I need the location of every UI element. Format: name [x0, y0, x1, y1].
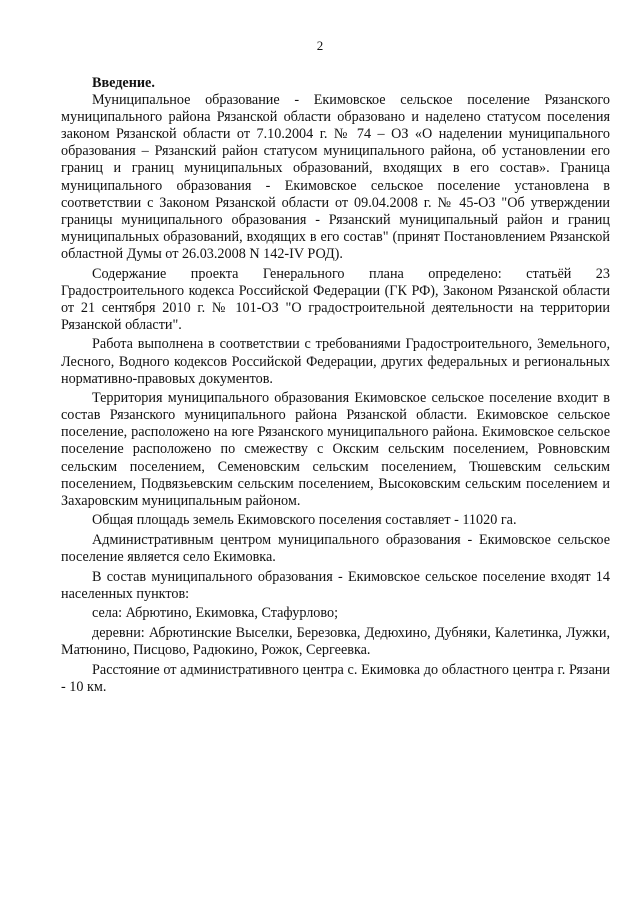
paragraph-villages-selo: села: Абрютино, Екимовка, Стафурлово; — [92, 605, 339, 622]
paragraph-distance: Расстояние от административного центра с. Екимовка до областного центра г. Рязани - 10 км. — [61, 661, 610, 695]
paragraph-work-compliance: Работа выполнена в соответствии с требованиями Градостроительного, Земельного, Лесного, Водного кодексов Российской Федерации, других федеральных и региональных нормативно-правовых документов. — [61, 336, 610, 387]
paragraph-municipality-status: Муниципальное образование - Екимовское сельское поселение Рязанского муниципального района Рязанской области образовано и наделено статусом поселения законом Рязанской области от 7.10.2004 г. № 74 – ОЗ «О наделении муниципального образования – Рязанский район статусом муниципального района, об установлении его границ и границ муниципальных образований, входящих в его состав». Граница муниципального образования - Екимовское сельское поселение установлена в соответствии с Законом Рязанской области от 09.04.2008 г. № 45-ОЗ "Об утверждении границы муниципального образования - Рязанский муниципальный район и границ муниципальных образований, входящих в его состав" (принят Постановлением Рязанской областной Думы от 26.03.2008 N 142-IV РОД). — [61, 92, 610, 262]
paragraph-villages-derevni: деревни: Абрютинские Выселки, Березовка, Дедюхино, Дубняки, Калетинка, Лужки, Матюнино, Писцово, Радюкино, Рожок, Сергеевка. — [61, 624, 610, 658]
paragraph-territory: Территория муниципального образования Екимовское сельское поселение входит в состав Рязанского муниципального района Рязанской области. Екимовское сельское поселение, расположено на юге Рязанского муниципального района. Екимовское сельское поселение расположено по смежеству с Окским сельским поселением, Ровновским сельским поселением, Семеновским сельским поселением, Тюшевским сельским поселением, Подвязьевским сельским поселением, Высоковским сельским поселением и Захаровским муниципальным районом. — [61, 390, 610, 509]
paragraph-admin-center: Административным центром муниципального образования - Екимовское сельское поселение является село Екимовка. — [61, 531, 610, 566]
document-body — [61, 75, 610, 698]
paragraph-project-content: Содержание проекта Генерального плана определено: статьёй 23 Градостроительного кодекса Российской Федерации (ГК РФ), Законом Рязанской области от 21 сентября 2010 г. № 101-ОЗ "О градостроительной деятельности на территории Рязанской области". — [61, 265, 610, 333]
section-heading: Введение. — [92, 75, 155, 91]
paragraph-total-area: Общая площадь земель Екимовского поселения составляет - 11020 га. — [92, 512, 517, 529]
paragraph-settlements-intro: В состав муниципального образования - Екимовское сельское поселение входят 14 населенных пунктов: — [61, 568, 610, 602]
page-number: 2 — [316, 38, 324, 53]
